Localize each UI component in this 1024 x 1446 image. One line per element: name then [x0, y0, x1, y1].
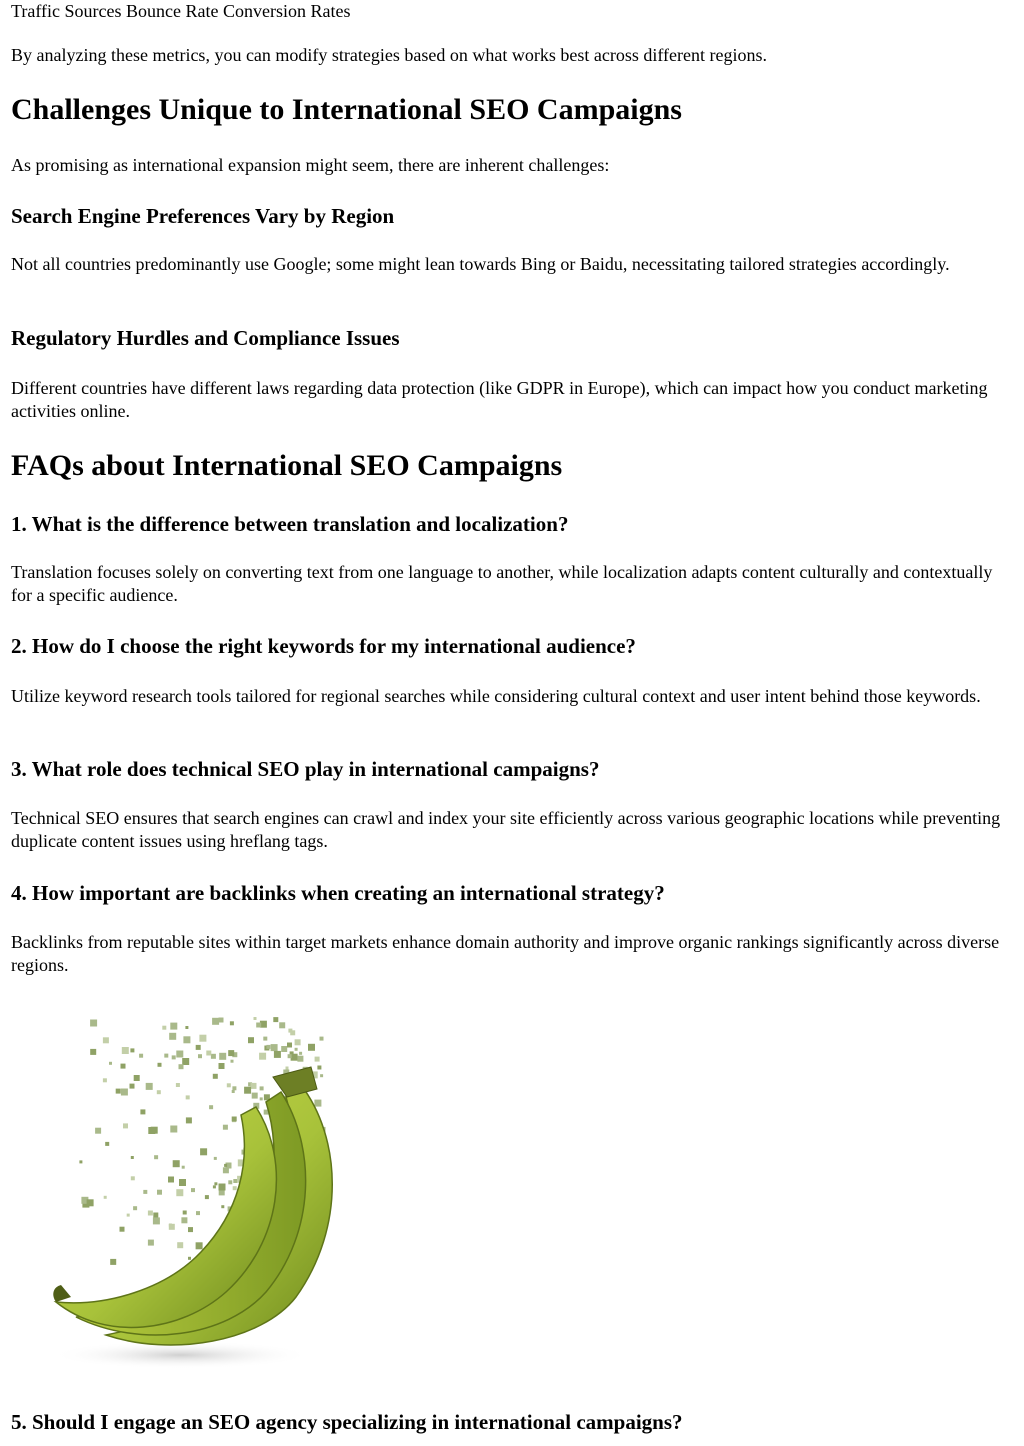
pixel-particle [169, 1033, 176, 1040]
pixel-particle [90, 1020, 97, 1027]
faq-question-2: 2. How do I choose the right keywords for my international audience? [11, 634, 636, 658]
pixel-particle [198, 1054, 202, 1058]
pixel-particle [209, 1105, 213, 1109]
pixel-particle [200, 1148, 207, 1155]
pixel-particle [256, 1023, 261, 1028]
pixel-particle [121, 1089, 128, 1096]
challenges-heading: Challenges Unique to International SEO Campaigns [11, 93, 682, 126]
faq-answer-1: Translation focuses solely on converting text from one language to another, while localization adapts content culturally and contextually for a specific audience. [11, 562, 993, 605]
intro-paragraph: By analyzing these metrics, you can modify strategies based on what works best across different regions. [11, 45, 767, 65]
banana-tip [53, 1285, 71, 1302]
faq-question-1: 1. What is the difference between translation and localization? [11, 512, 569, 536]
pixel-particle [219, 1184, 226, 1191]
pixel-particle [179, 1064, 184, 1069]
pixel-particle [181, 1217, 187, 1223]
pixel-particle [233, 1179, 237, 1183]
pixel-particle [143, 1190, 147, 1194]
pixel-particle [90, 1049, 96, 1055]
pixel-particle [110, 1259, 116, 1265]
pixel-particle [196, 1211, 200, 1215]
pixel-particle [260, 1097, 263, 1100]
pixel-particle [164, 1054, 168, 1058]
pixel-particle [185, 1026, 188, 1029]
pixel-particle [121, 1064, 126, 1069]
pixel-particle [103, 1078, 107, 1082]
pixel-particle [131, 1156, 134, 1159]
pixel-particle [176, 1083, 180, 1087]
pixel-particle [79, 1160, 82, 1163]
pixel-particle [196, 1045, 201, 1050]
pixel-particle [170, 1126, 177, 1133]
pixel-particle [105, 1142, 109, 1146]
pixel-particle [148, 1240, 154, 1246]
pixel-particle [251, 1083, 257, 1089]
pixel-particle [109, 1062, 112, 1065]
pixel-particle [228, 1180, 232, 1184]
pixel-particle [232, 1117, 237, 1122]
pixel-particle [299, 1052, 302, 1055]
pixel-particle [232, 1086, 236, 1090]
challenge-title-regulatory: Regulatory Hurdles and Compliance Issues [11, 326, 400, 350]
faq-question-4: 4. How important are backlinks when creating an international strategy? [11, 881, 665, 905]
pixel-particle [271, 1044, 278, 1051]
pixel-particle [196, 1242, 203, 1249]
pixel-particle [188, 1227, 193, 1232]
pixel-particle [176, 1051, 183, 1058]
pixel-particle [130, 1084, 135, 1089]
pixel-particle [266, 1045, 270, 1049]
pixel-particle [206, 1051, 211, 1056]
pixel-particle [139, 1054, 143, 1058]
pixel-particle [183, 1036, 190, 1043]
pixel-particle [211, 1054, 216, 1059]
pixel-particle [186, 1117, 192, 1123]
pixel-particle [131, 1176, 135, 1180]
pixel-particle [219, 1018, 224, 1023]
pixel-particle [286, 1067, 289, 1070]
pixel-particle [317, 1066, 321, 1070]
metrics-list-line: Traffic Sources Bounce Rate Conversion Rates [11, 1, 351, 21]
pixel-particle [254, 1017, 257, 1020]
pixel-particle [168, 1177, 174, 1183]
pixel-particle [153, 1213, 158, 1218]
pixel-particle [297, 1056, 303, 1062]
pixel-particle [104, 1196, 107, 1199]
pixel-particle [281, 1046, 287, 1052]
pixel-particle [230, 1021, 234, 1025]
pixel-particle [95, 1128, 101, 1134]
pixel-particle [182, 1166, 185, 1169]
pixel-particle [232, 1090, 235, 1093]
pixel-particle [219, 1053, 226, 1060]
pixel-particle [274, 1051, 281, 1058]
pixel-particle [154, 1155, 158, 1159]
pixel-particle [228, 1050, 234, 1056]
pixel-particle [223, 1125, 228, 1130]
pixel-particle [291, 1054, 298, 1061]
pixel-particle [188, 1257, 191, 1260]
pixel-particle [259, 1053, 266, 1060]
pixel-particle [162, 1026, 166, 1030]
challenges-intro: As promising as international expansion might seem, there are inherent challenges: [11, 155, 610, 175]
challenge-text-regulatory: Different countries have different laws regarding data protection (like GDPR in Europe), which can impact how you conduct marketing activities online. [11, 378, 988, 421]
pixel-particle [224, 1164, 227, 1167]
pixel-particle [308, 1044, 315, 1051]
pixel-particle [221, 1205, 224, 1208]
pixel-particle [191, 1188, 195, 1192]
pixel-particle [233, 1186, 237, 1190]
faq-answer-2: Utilize keyword research tools tailored for regional searches while considering cultural context and user intent behind those keywords. [11, 686, 981, 706]
pixel-particle [153, 1217, 160, 1224]
pixel-particle [140, 1109, 145, 1114]
pixel-particle [103, 1037, 109, 1043]
faq-question-5: 5. Should I engage an SEO agency specializing in international campaigns? [11, 1410, 683, 1434]
challenge-title-search-engines: Search Engine Preferences Vary by Region [11, 204, 395, 228]
banana-pixels-image [11, 997, 403, 1389]
pixel-particle [169, 1224, 175, 1230]
pixel-particle [252, 1093, 258, 1099]
pixel-particle [146, 1083, 153, 1090]
pixel-particle [173, 1160, 180, 1167]
faq-question-3: 3. What role does technical SEO play in international campaigns? [11, 757, 600, 781]
pixel-particle [130, 1048, 134, 1052]
pixel-particle [170, 1023, 177, 1030]
pixel-particle [295, 1039, 301, 1045]
pixel-particle [231, 1060, 234, 1063]
banana-illustration [11, 997, 403, 1389]
pixel-particle [227, 1083, 231, 1087]
pixel-particle [182, 1058, 189, 1065]
pixel-particle [133, 1206, 137, 1210]
pixel-particle [320, 1037, 324, 1041]
pixel-particle [87, 1199, 94, 1206]
pixel-particle [315, 1057, 320, 1062]
pixel-particle [214, 1157, 217, 1160]
pixel-particle [287, 1043, 292, 1048]
pixel-particle [122, 1047, 129, 1054]
pixel-particle [127, 1214, 130, 1217]
pixel-particle [213, 1185, 216, 1188]
pixel-particle [183, 1211, 187, 1215]
pixel-particle [123, 1123, 128, 1128]
pixel-particle [177, 1242, 183, 1248]
pixel-particle [212, 1018, 219, 1025]
pixel-particle [116, 1089, 121, 1094]
pixel-particle [157, 1090, 161, 1094]
pixel-particle [288, 1054, 292, 1058]
pixel-particle [186, 1095, 190, 1099]
pixel-particle [314, 1100, 321, 1107]
pixel-particle [260, 1086, 264, 1090]
pixel-particle [157, 1190, 162, 1195]
pixel-particle [205, 1195, 209, 1199]
faqs-heading: FAQs about International SEO Campaigns [11, 449, 563, 482]
pixel-particle [214, 1182, 217, 1185]
pixel-particle [172, 1055, 176, 1059]
challenge-text-search-engines: Not all countries predominantly use Google; some might lean towards Bing or Baidu, necessitating tailored strategies accordingly. [11, 254, 950, 274]
pixel-particle [244, 1087, 251, 1094]
pixel-particle [199, 1035, 206, 1042]
faq-answer-4: Backlinks from reputable sites within target markets enhance domain authority and improve organic rankings significantly across diverse regions. [11, 932, 1000, 975]
faq-answer-3: Technical SEO ensures that search engines can crawl and index your site efficiently across various geographic locations while preventing duplicate content issues using hreflang tags. [11, 808, 1001, 851]
pixel-particle [179, 1179, 186, 1186]
pixel-particle [219, 1063, 225, 1069]
pixel-particle [134, 1075, 140, 1081]
pixel-particle [158, 1063, 162, 1067]
pixel-particle [248, 1037, 254, 1043]
pixel-particle [213, 1074, 218, 1079]
pixel-particle [273, 1017, 278, 1022]
pixel-particle [320, 1074, 323, 1077]
pixel-particle [120, 1227, 125, 1232]
pixel-particle [148, 1211, 153, 1216]
pixel-particle [279, 1022, 285, 1028]
pixel-particle [148, 1127, 155, 1134]
pixel-particle [263, 1037, 267, 1041]
pixel-particle [290, 1030, 295, 1035]
pixel-particle [176, 1189, 183, 1196]
pixel-particle [295, 1048, 298, 1051]
